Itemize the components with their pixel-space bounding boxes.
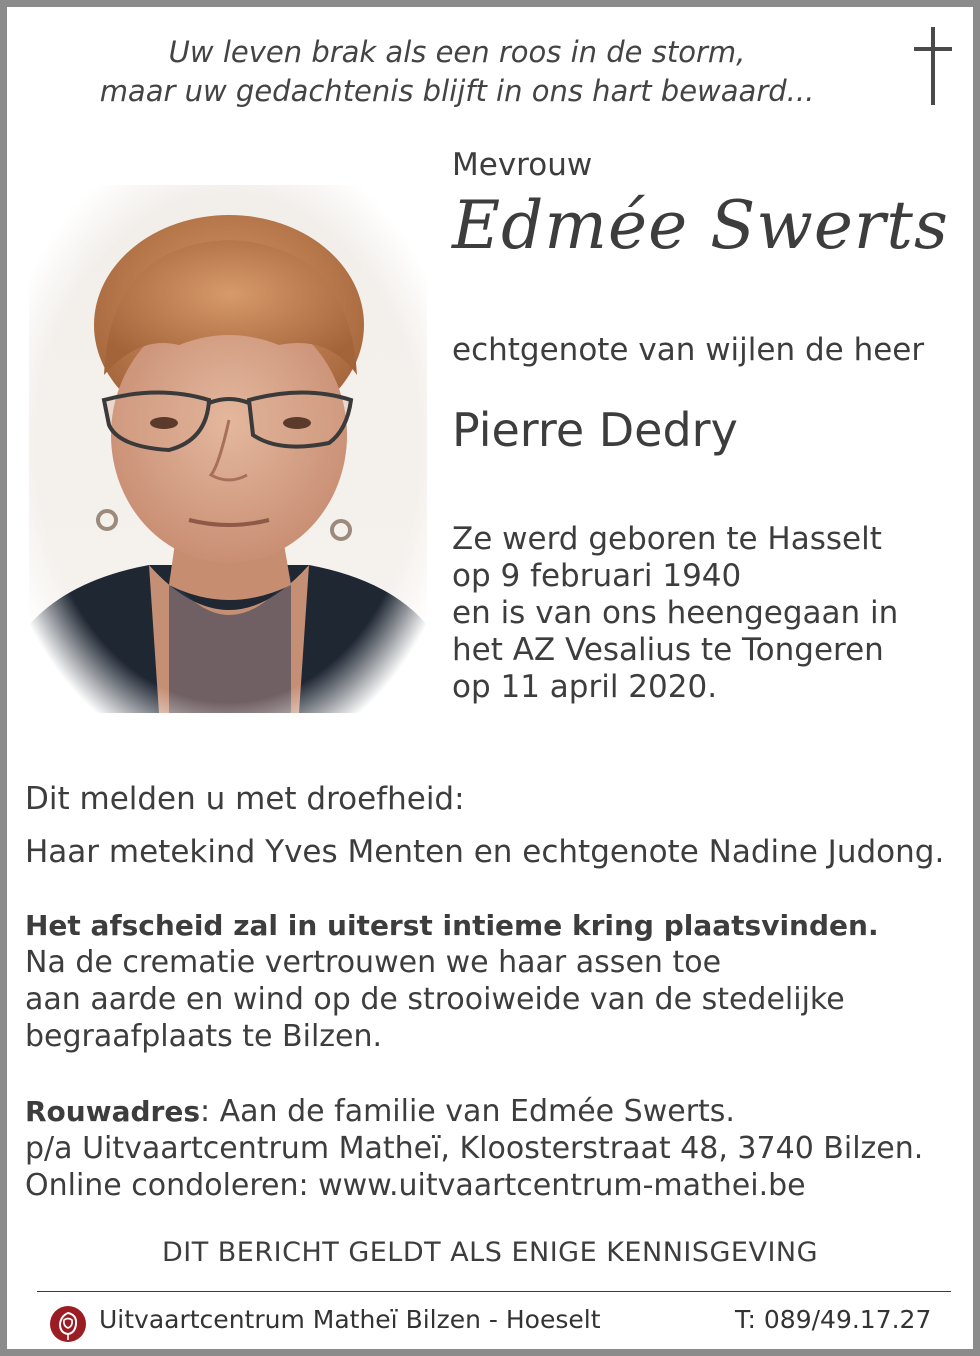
address-value: Aan de familie van Edmée Swerts. — [210, 1094, 735, 1129]
address-line-3: Online condoleren: www.uitvaartcentrum-mathei.be — [25, 1168, 806, 1203]
bio-line-5: op 11 april 2020. — [452, 669, 718, 705]
verse-line-1: Uw leven brak als een roos in de storm, — [168, 35, 746, 69]
portrait-photo — [29, 185, 427, 713]
footer-phone: T: 089/49.17.27 — [735, 1305, 932, 1334]
mourners-intro: Dit melden u met droefheid: — [25, 781, 465, 817]
address-line-2: p/a Uitvaartcentrum Matheï, Kloosterstraat 48, 3740 Bilzen. — [25, 1131, 924, 1166]
address-separator: : — [200, 1094, 211, 1129]
footer-divider — [37, 1291, 951, 1292]
biography — [452, 521, 898, 706]
spouse-intro: echtgenote van wijlen de heer — [452, 332, 925, 368]
honorific: Mevrouw — [452, 147, 593, 183]
mourning-address — [25, 1093, 923, 1204]
address-line-1 — [25, 1093, 923, 1130]
bio-line-1: Ze werd geboren te Hasselt — [452, 521, 882, 557]
address-label: Rouwadres — [25, 1095, 200, 1128]
sole-notice: DIT BERICHT GELDT ALS ENIGE KENNISGEVING — [161, 1237, 819, 1268]
verse — [7, 33, 907, 111]
footer-company: Uitvaartcentrum Matheï Bilzen - Hoeselt — [99, 1305, 601, 1334]
verse-line-2: maar uw gedachtenis blijft in ons hart bewaard... — [99, 74, 815, 108]
bio-line-4: het AZ Vesalius te Tongeren — [452, 632, 884, 668]
bio-line-3: en is van ons heengegaan in — [452, 595, 899, 631]
deceased-name: Edmée Swerts — [452, 187, 949, 264]
spouse-name: Pierre Dedry — [452, 403, 738, 457]
farewell-section — [25, 907, 879, 1055]
bio-line-2: op 9 februari 1940 — [452, 558, 742, 594]
farewell-headline: Het afscheid zal in uiterst intieme kring plaatsvinden. — [25, 909, 879, 942]
farewell-line-3: begraafplaats te Bilzen. — [25, 1019, 383, 1054]
rose-logo-icon — [49, 1305, 87, 1343]
cross-icon — [914, 27, 952, 105]
farewell-line-1: Na de crematie vertrouwen we haar assen toe — [25, 945, 722, 980]
mourners-family: Haar metekind Yves Menten en echtgenote Nadine Judong. — [25, 834, 945, 870]
farewell-line-2: aan aarde en wind op de strooiweide van de stedelijke — [25, 982, 845, 1017]
